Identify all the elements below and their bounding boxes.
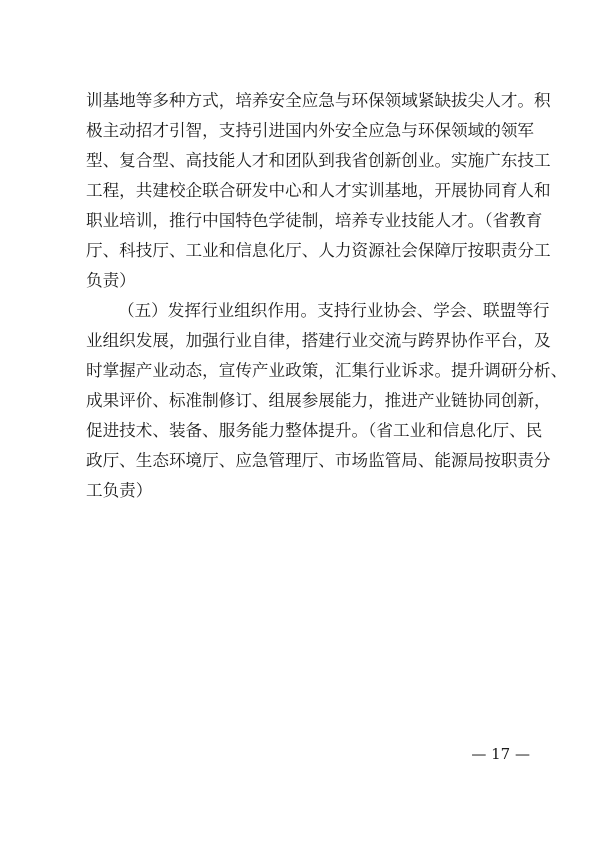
text-line: 时掌握产业动态，宣传产业政策，汇集行业诉求。提升调研分析、 xyxy=(86,361,568,380)
page-number: — 17 — xyxy=(471,745,530,763)
text-line: 成果评价、标准制修订、组展参展能力，推进产业链协同创新， xyxy=(86,391,551,410)
section-heading-line: （五）发挥行业组织作用。支持行业协会、学会、联盟等行 xyxy=(118,301,550,320)
text-line: 促进技术、装备、服务能力整体提升。（省工业和信息化厅、民 xyxy=(86,421,543,440)
text-line: 职业培训，推行中国特色学徒制，培养专业技能人才。（省教育 xyxy=(86,211,543,230)
text-line: 工程，共建校企联合研发中心和人才实训基地，开展协同育人和 xyxy=(86,181,551,200)
text-line: 型、复合型、高技能人才和团队到我省创新创业。实施广东技工 xyxy=(86,151,551,170)
text-line: 政厅、生态环境厅、应急管理厅、市场监管局、能源局按职责分 xyxy=(86,451,551,470)
text-line: 业组织发展，加强行业自律，搭建行业交流与跨界协作平台，及 xyxy=(86,331,551,350)
text-line: 工负责） xyxy=(86,481,153,500)
text-line: 训基地等多种方式，培养安全应急与环保领域紧缺拔尖人才。积 xyxy=(86,91,551,110)
text-line: 负责） xyxy=(86,271,136,290)
text-line: 厅、科技厅、工业和信息化厅、人力资源社会保障厅按职责分工 xyxy=(86,241,551,260)
text-line: 极主动招才引智，支持引进国内外安全应急与环保领域的领军 xyxy=(86,121,535,140)
